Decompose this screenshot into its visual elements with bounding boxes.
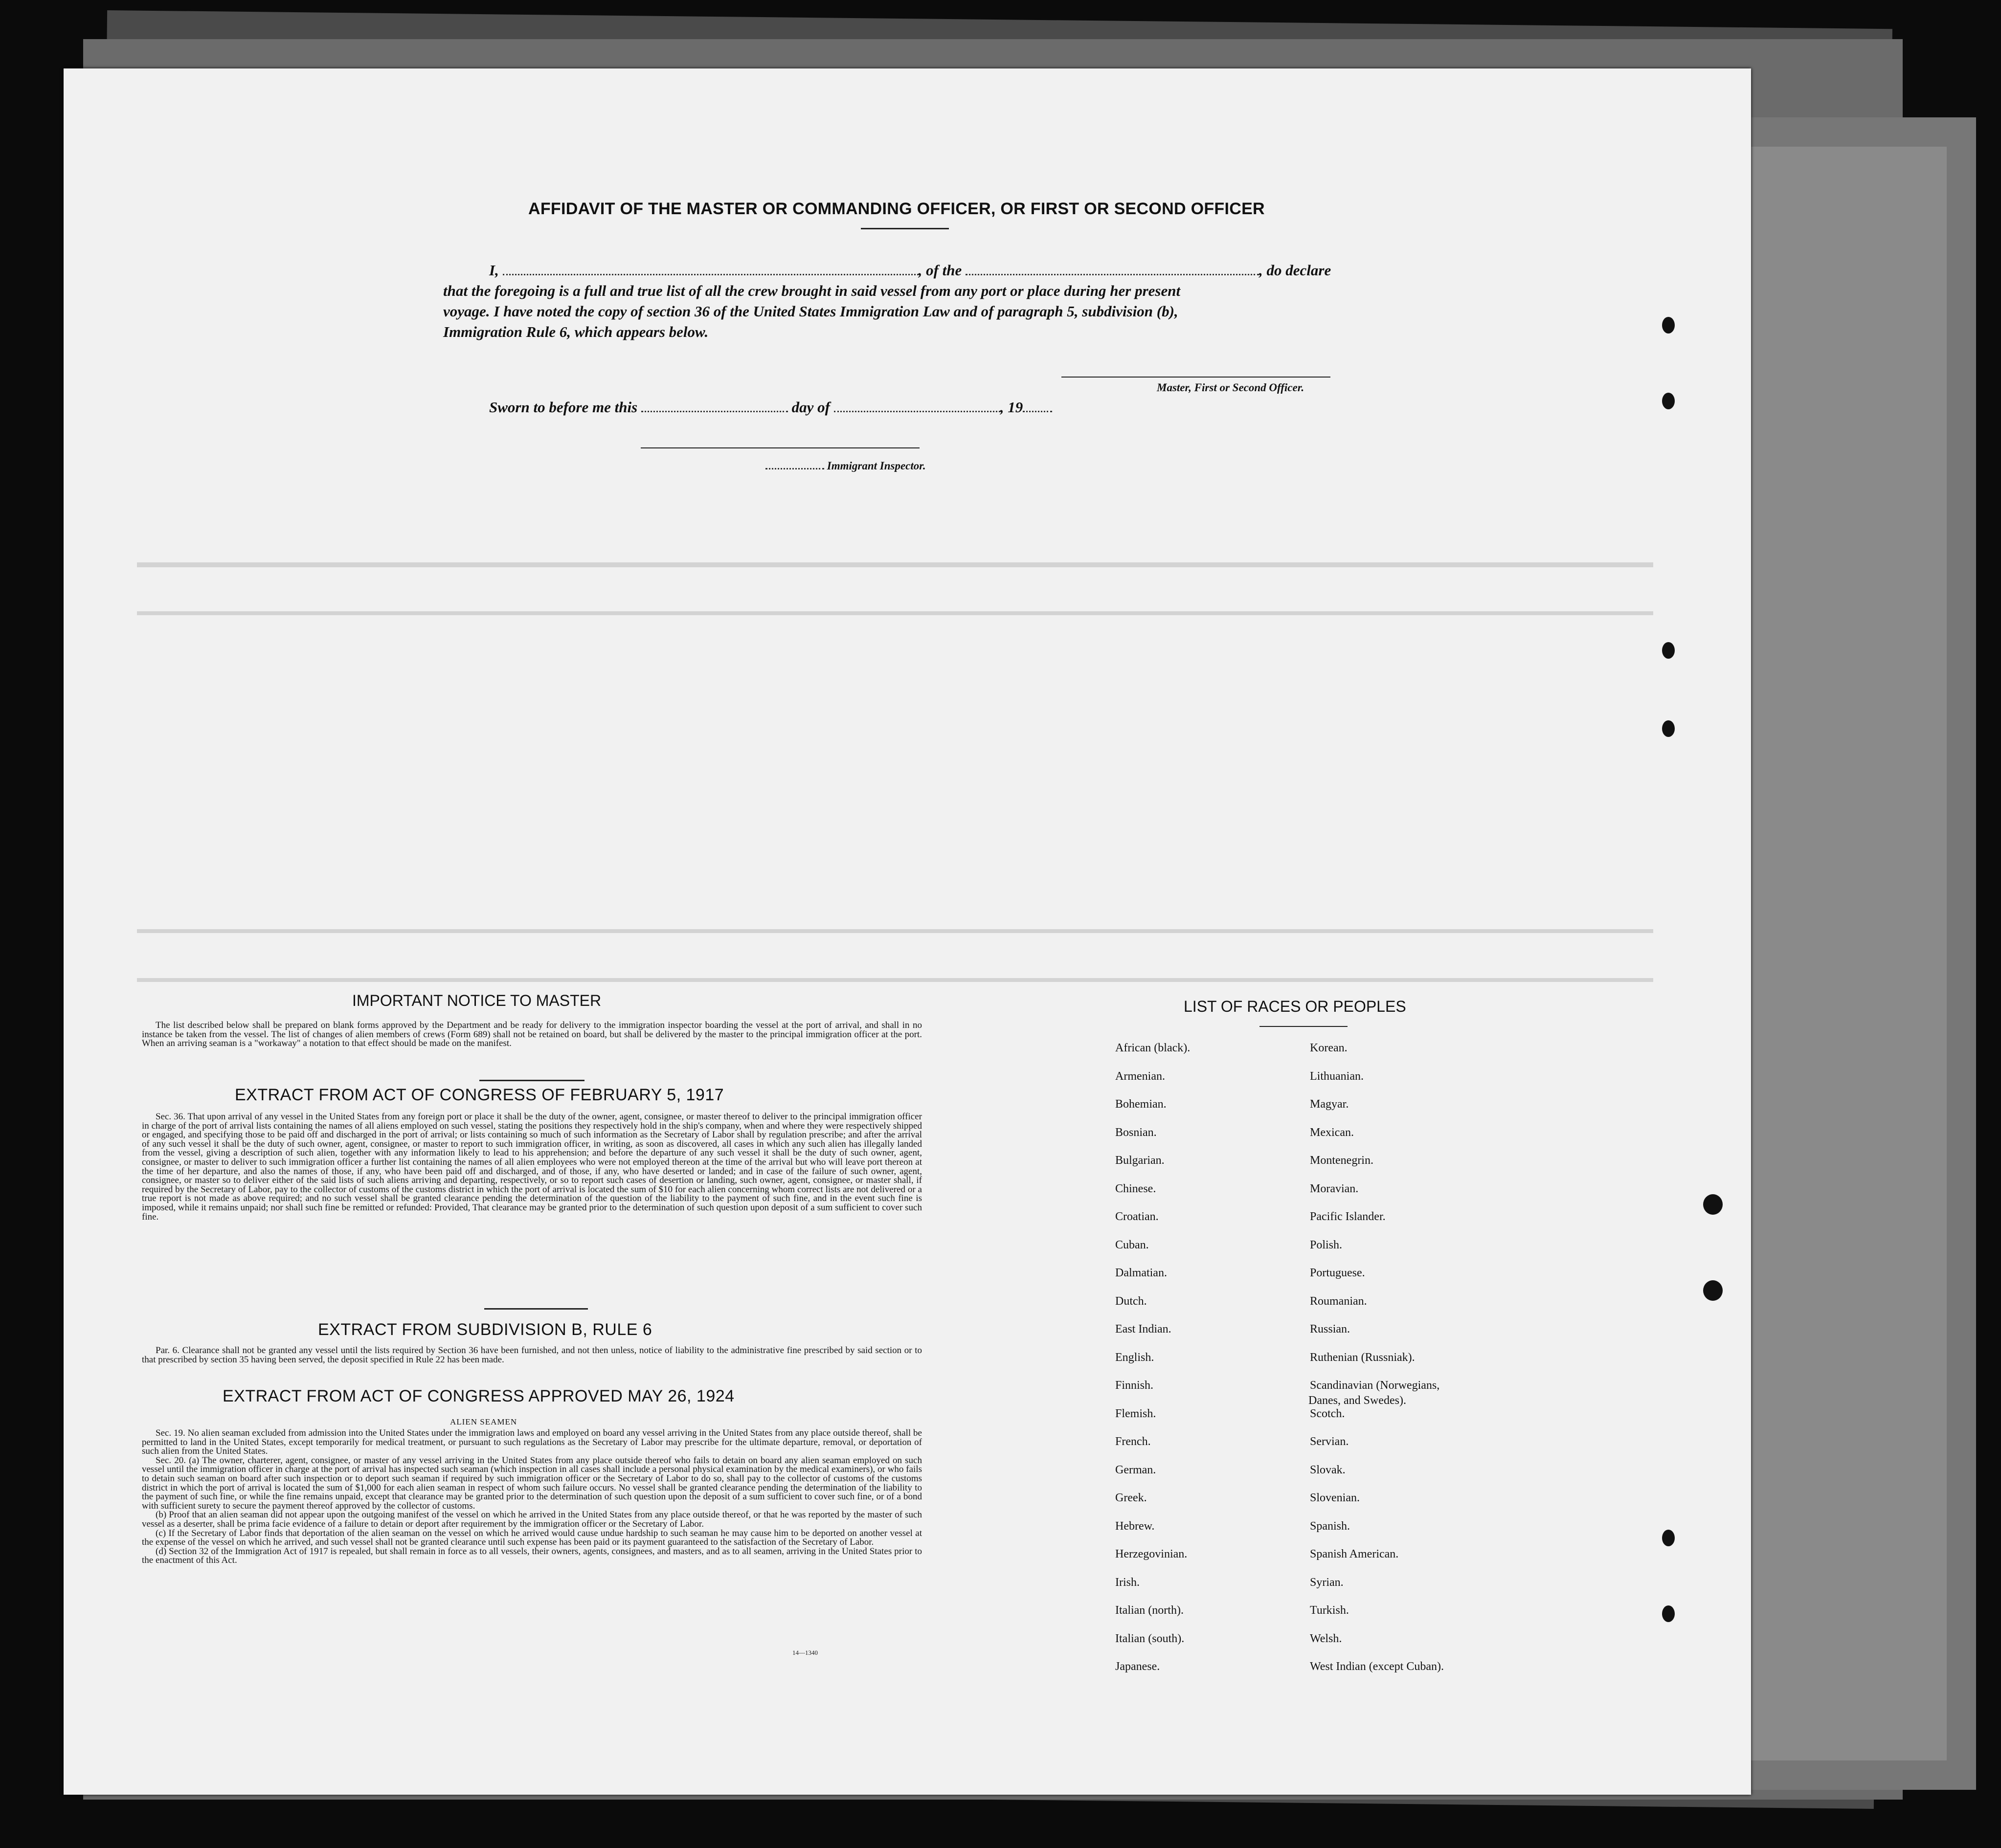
race-item: English. (1115, 1351, 1154, 1364)
extract-1917-text: Sec. 36. That upon arrival of any vessel in the United States from any foreign port or place it shall be the duty of the owner, agent, consignee, or master thereof to deliver to the principal immigration officer in charge of the port of arrival lists containing the names of all aliens employed on such vessel, stating the positions they respectively hold in the ship's company, when and where they were respectively shipped or engaged, and specifying those to be paid off and discharged in the port of arrival; or lists containing so much of such information as the Secretary of Labor shall by regulation prescribe; and after the arrival of any such vessel it shall be the duty of such owner, agent, consignee, or master to report to such immigration officer, in writing, as soon as discovered, all cases in which any such alien has illegally landed from the vessel, giving a description of such alien, together with any information likely to lead to his apprehension; and before the departure of any such vessel it shall be the duty of such owner, agent, consignee, or master to deliver to such immigration officer a further list containing the names of all alien employees who were not employed thereon at the time of the arrival but who will leave port thereon at the time of her departure, and also the names of those, if any, who have been paid off and discharged, and of those, if any, who have deserted or landed; and in case of the failure of such owner, agent, consignee, or master so to deliver either of the said lists of such aliens arriving and departing, respectively, or so to report such cases of desertion or landing, such owner, agent, consignee, or master shall, if required by the Secretary of Labor, pay to the collector of customs of the customs district in which the port of arrival is located the sum of $10 for each alien concerning whom correct lists are not delivered or a true report is not made as above required; and no such vessel shall be granted clearance pending the determination of the question of the liability to the payment of such fine, and in the event such fine is imposed, while it remains unpaid; nor shall such fine be remitted or refunded: Provided, That clearance may be granted prior to the determination of such question upon deposit of a sum sufficient to cover such fine. (142, 1112, 922, 1222)
notice-title: IMPORTANT NOTICE TO MASTER (352, 992, 602, 1009)
sec-20d (142, 1547, 922, 1565)
race-item: Syrian. (1310, 1576, 1344, 1589)
affidavit-do-declare: , do declare (1259, 262, 1331, 279)
race-item: Finnish. (1115, 1379, 1154, 1392)
bleed-through-smudge-2 (137, 611, 1653, 615)
extract-1917-title: EXTRACT FROM ACT OF CONGRESS OF FEBRUARY 5, 1917 (235, 1086, 724, 1104)
alien-seamen-subtitle: ALIEN SEAMEN (450, 1417, 517, 1426)
binding-hole (1662, 1530, 1675, 1546)
year-blank (1023, 411, 1052, 412)
extract-1917-body (142, 1113, 922, 1222)
race-item: Irish. (1115, 1576, 1140, 1589)
race-item: Welsh. (1310, 1632, 1342, 1645)
affidavit-line-4: Immigration Rule 6, which appears below. (443, 323, 709, 340)
sec-20a (142, 1456, 922, 1511)
race-item: Chinese. (1115, 1182, 1156, 1195)
race-item: Japanese. (1115, 1660, 1160, 1673)
race-item: German. (1115, 1463, 1156, 1476)
affidavit-i: I, (489, 262, 499, 279)
race-item: Korean. (1310, 1042, 1348, 1054)
sec-20d-text: (d) Section 32 of the Immigration Act of 1917 is repealed, but shall remain in force as to all vessels, their owners, agents, consignees, and masters, and as to all seamen, arriving in the United States prior to the enactment of this Act. (142, 1546, 922, 1566)
race-item: Slovenian. (1310, 1492, 1360, 1504)
extract-1924-body (142, 1429, 922, 1565)
race-item: Servian. (1310, 1435, 1349, 1448)
race-item: Turkish. (1310, 1604, 1349, 1617)
master-signature-label: Master, First or Second Officer. (1157, 381, 1304, 394)
subdivision-b-title: EXTRACT FROM SUBDIVISION B, RULE 6 (318, 1320, 652, 1339)
race-item: Roumanian. (1310, 1294, 1367, 1308)
race-item: Bosnian. (1115, 1126, 1157, 1139)
races-title: LIST OF RACES OR PEOPLES (1184, 998, 1406, 1015)
race-item: Italian (north). (1115, 1604, 1184, 1617)
race-item: West Indian (except Cuban). (1310, 1660, 1444, 1673)
race-item: Mexican. (1310, 1126, 1354, 1139)
race-item: Armenian. (1115, 1069, 1165, 1083)
subdivision-b-body (142, 1346, 922, 1364)
race-item: Pacific Islander. (1310, 1210, 1386, 1223)
sec-19 (142, 1429, 922, 1456)
race-item: Russian. (1310, 1323, 1350, 1336)
extract-1924-title: EXTRACT FROM ACT OF CONGRESS APPROVED MAY 26, 1924 (223, 1387, 735, 1405)
sworn-day-blank (641, 411, 788, 412)
sec-20b-text: (b) Proof that an alien seaman did not appear upon the outgoing manifest of the vessel on which he arrived in the United States from any place outside thereof, or that he was reported by the master of such vessel as a deserter, shall be prima facie evidence of a failure to detain or deport after requirement by the immigration officer or the Secretary of Labor. (142, 1510, 922, 1529)
paper-stack-under (1741, 147, 1947, 1760)
binding-hole (1703, 1280, 1723, 1301)
year-prefix: , 19 (1000, 399, 1023, 416)
bleed-through-smudge (137, 562, 1653, 567)
binding-hole (1662, 1605, 1675, 1622)
race-item: Portuguese. (1310, 1267, 1365, 1279)
races-title-rule (1259, 1026, 1348, 1027)
race-item: Italian (south). (1115, 1632, 1185, 1645)
race-item: Scotch. (1310, 1407, 1345, 1420)
affidavit-title: AFFIDAVIT OF THE MASTER OR COMMANDING OFFICER, OR FIRST OR SECOND OFFICER (528, 200, 1265, 218)
race-item: Bulgarian. (1115, 1154, 1165, 1167)
section-rule-1917 (479, 1080, 585, 1081)
day-of-text: day of (791, 399, 830, 416)
race-item: Spanish. (1310, 1519, 1350, 1533)
manifest-page (64, 68, 1751, 1795)
race-item: Dalmatian. (1115, 1267, 1167, 1279)
inspector-blank (765, 468, 824, 469)
race-item: Dutch. (1115, 1294, 1147, 1308)
sworn-text: Sworn to before me this (489, 399, 638, 416)
master-signature-line (1061, 377, 1330, 378)
races-right-continuation: Danes, and Swedes). (1308, 1394, 1406, 1407)
sec-19-text: Sec. 19. No alien seaman excluded from admission into the United States under the immigration laws and employed on board any vessel arriving in the United States from any place outside thereof, shall be permitted to land in the United States, except temporarily for medical treatment, or pursuant to such regulations as the Secretary of Labor may prescribe for the ultimate departure, removal, or deportation of such alien from the United States. (142, 1428, 922, 1457)
affidavit-title-rule (861, 228, 949, 229)
race-item: Ruthenian (Russniak). (1310, 1351, 1415, 1364)
sec-20c-text: (c) If the Secretary of Labor finds that deportation of the alien seaman on the vessel on which he arrived would cause undue hardship to such seaman he may cause him to be deported on another vessel at the expense of the vessel on which he arrived, and such vessel shall not be granted clearance until such expense has been paid or its payment guaranteed to the satisfaction of the Secretary of Labor. (142, 1528, 922, 1548)
bleed-through-smudge-3 (137, 929, 1653, 933)
affidavit-line-2: that the foregoing is a full and true list of all the crew brought in said vessel from any port or place during her present (443, 282, 1181, 299)
bleed-through-header (553, 98, 566, 134)
affidavit-line-3: voyage. I have noted the copy of section 36 of the United States Immigration Law and of paragraph 5, subdivision (b), (443, 303, 1178, 320)
inspector-line (765, 460, 926, 472)
race-item: Scandinavian (Norwegians, (1310, 1379, 1440, 1392)
race-item: Croatian. (1115, 1210, 1159, 1223)
race-item: Slovak. (1310, 1463, 1346, 1476)
inspector-signature-line (641, 447, 920, 448)
inspector-label: Immigrant Inspector. (827, 460, 926, 472)
binding-hole (1703, 1194, 1723, 1215)
race-item: Moravian. (1310, 1182, 1359, 1195)
sworn-line (489, 397, 1052, 417)
affidavit-of-the: , of the (918, 262, 962, 279)
race-item: Hebrew. (1115, 1519, 1155, 1533)
race-item: Montenegrin. (1310, 1154, 1373, 1167)
subdivision-b-text: Par. 6. Clearance shall not be granted any vessel until the lists required by Section 36 have been furnished, and not then unless, notice of liability to the administrative fine prescribed by said section or to that prescribed by section 35 having been served, the deposit specified in Rule 22 has been made. (142, 1345, 922, 1365)
binding-hole (1662, 393, 1675, 409)
sworn-month-blank (834, 411, 1000, 412)
race-item: Herzegovinian. (1115, 1548, 1188, 1560)
race-item: East Indian. (1115, 1323, 1171, 1336)
form-number: 14—1340 (792, 1649, 818, 1656)
race-item: Bohemian. (1115, 1098, 1167, 1111)
vessel-blank (966, 274, 1259, 275)
binding-hole (1662, 720, 1675, 737)
race-item: Spanish American. (1310, 1548, 1399, 1560)
race-item: African (black). (1115, 1042, 1191, 1054)
race-item: Cuban. (1115, 1238, 1149, 1251)
sec-20b (142, 1511, 922, 1529)
binding-hole (1662, 317, 1675, 334)
race-item: French. (1115, 1435, 1151, 1448)
name-blank (503, 274, 919, 275)
section-rule-subdivision (484, 1308, 588, 1310)
race-item: Lithuanian. (1310, 1069, 1364, 1083)
notice-body (142, 1021, 922, 1048)
affidavit-line-1 (489, 260, 1331, 280)
sec-20a-text: Sec. 20. (a) The owner, charterer, agent, consignee, or master of any vessel arriving in the United States from any place outside thereof who fails to detain on board any alien seaman employed on such vessel until the immigration officer in charge at the port of arrival has inspected such seaman (which inspection in all cases shall include a personal physical examination by the medical examiners), or who fails to detain such seaman on board after such inspection or to deport such seaman if required by such immigration officer or the Secretary of Labor to do so, shall pay to the collector of customs of the customs district in which the port of arrival is located the sum of $1,000 for each alien seaman in respect of whom such failure occurs. No vessel shall be granted clearance pending the determination of the liability to the payment of such fine, or while the fine remains unpaid, except that clearance may be granted prior to the determination of such question upon the deposit of a sum sufficient to cover such fine, or of a bond with sufficient surety to secure the payment thereof approved by the collector of customs. (142, 1455, 922, 1511)
binding-hole (1662, 642, 1675, 659)
bleed-through-smudge-4 (137, 978, 1653, 982)
race-item: Greek. (1115, 1492, 1147, 1504)
race-item: Magyar. (1310, 1098, 1349, 1111)
race-item: Flemish. (1115, 1407, 1156, 1420)
race-item: Polish. (1310, 1238, 1343, 1251)
notice-text: The list described below shall be prepared on blank forms approved by the Department and be ready for delivery to the immigration inspector boarding the vessel at the port of arrival, and shall in no instance be taken from the vessel. The list of changes of alien members of crews (Form 689) shall not be retained on board, but shall be delivered by the master to the principal immigration officer at the port. When an arriving seaman is a "workaway" a notation to that effect should be made on the manifest. (142, 1020, 922, 1049)
sec-20c (142, 1529, 922, 1547)
